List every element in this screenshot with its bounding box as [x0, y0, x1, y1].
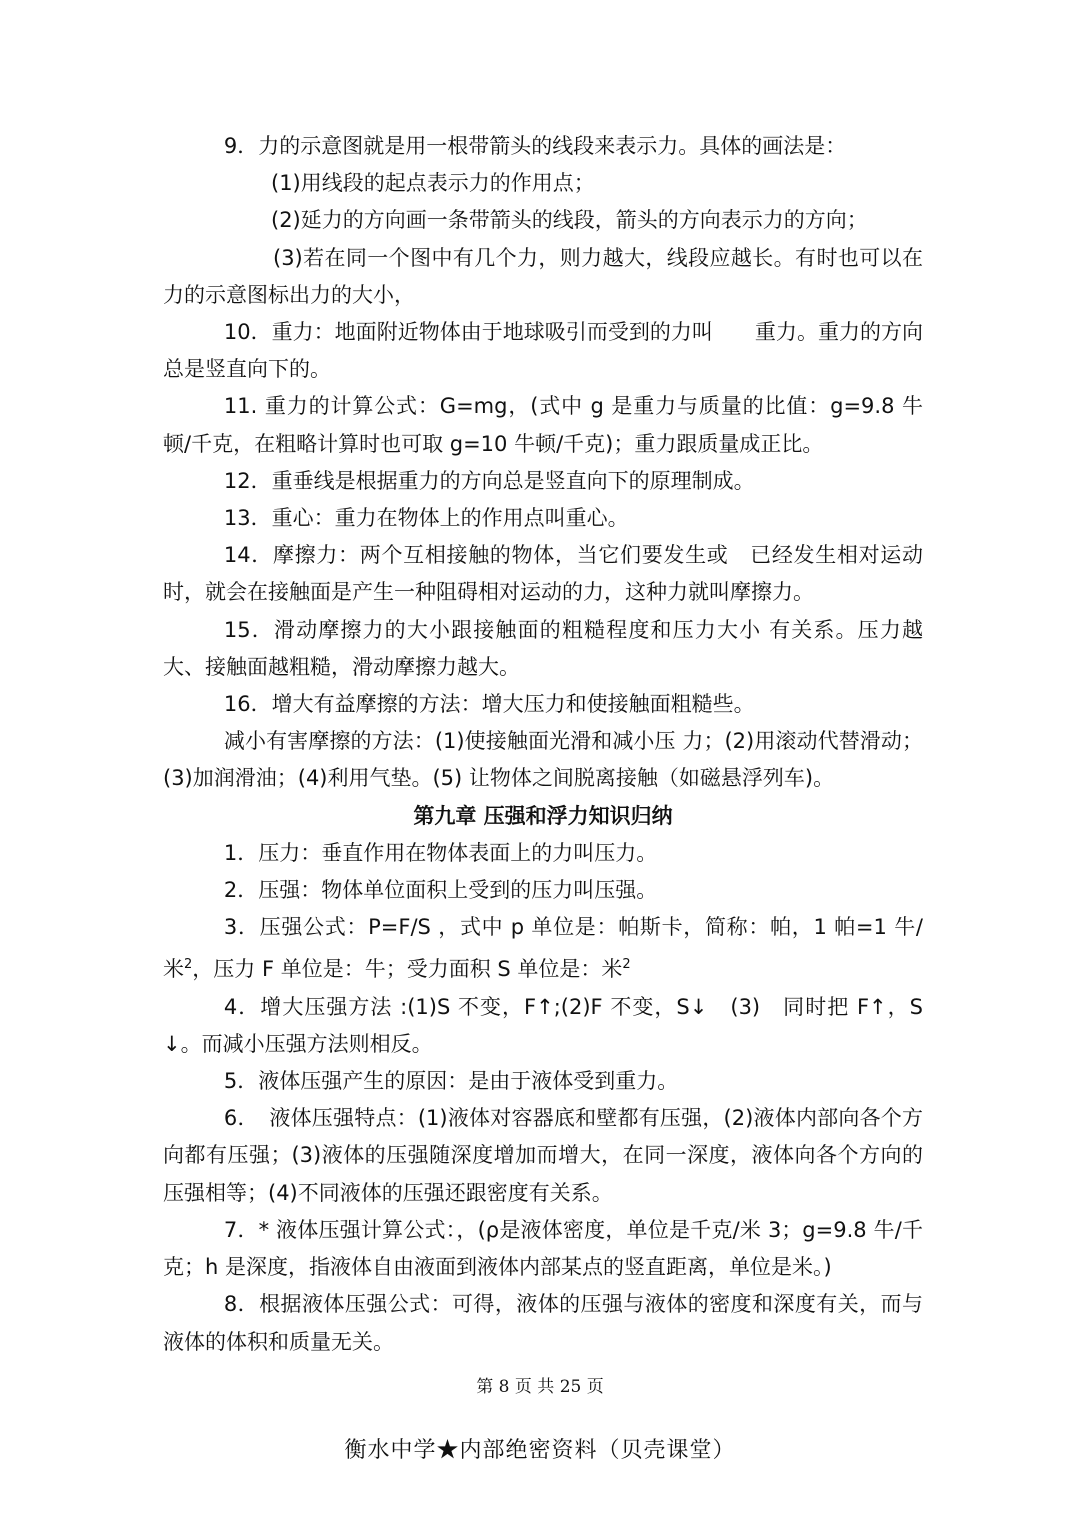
item-14: 14．摩擦力：两个互相接触的物体，当它们要发生或 已经发生相对运动时，就会在接触面是产生一种阻碍相对运动的力，这种力就叫摩擦力。 [163, 543, 923, 605]
chapter-item-3-part-a: 3．压强公式：P=F/S ，式中 p 单位是：帕斯卡，简称：帕，1 帕=1 牛/米 [163, 915, 923, 982]
chapter-item-6: 6． 液体压强特点：(1)液体对容器底和壁都有压强，(2)液体内部向各个方向都有压强；(3)液体的压强随深度增加而增大，在同一深度，液体向各个方向的压强相等；(4)不同液体的压强还跟密度有关系。 [163, 1106, 923, 1205]
chapter-item-3 [163, 909, 923, 988]
superscript-2: 2 [184, 957, 193, 973]
item-9: 9．力的示意图就是用一根带箭头的线段来表示力。具体的画法是： [223, 134, 847, 158]
item-16: 16．增大有益摩擦的方法：增大压力和使接触面粗糙些。 [223, 692, 755, 717]
page-number: 第 8 页 共 25 页 [476, 1377, 604, 1397]
item-15: 15．滑动摩擦力的大小跟接触面的粗糙程度和压力大小 有关系。压力越大、接触面越粗糙，滑动摩擦力越大。 [163, 617, 923, 679]
item-9-sub-2: (2)延力的方向画一条带箭头的线段，箭头的方向表示力的方向； [271, 208, 868, 233]
chapter-item-3-part-b: ，压力 F 单位是：牛；受力面积 S 单位是：米 [192, 957, 623, 982]
item-9-sub-3: (3)若在同一个图中有几个力，则力越大，线段应越长。有时也可以在力的示意图标出力的大小， [163, 245, 923, 307]
chapter-item-1: 1．压力：垂直作用在物体表面上的力叫压力。 [223, 840, 658, 865]
chapter-title: 第九章 压强和浮力知识归纳 [413, 803, 673, 828]
chapter-item-7: 7．* 液体压强计算公式：，(ρ是液体密度，单位是千克/米 3；g=9.8 牛/千克；h 是深度，指液体自由液面到液体内部某点的竖直距离，单位是米。) [163, 1217, 923, 1280]
item-11: 11. 重力的计算公式：G=mg，(式中 g 是重力与质量的比值：g=9.8 牛顿/千克，在粗略计算时也可取 g=10 牛顿/千克)；重力跟质量成正比。 [163, 394, 923, 456]
chapter-item-8: 8．根据液体压强公式：可得，液体的压强与液体的密度和深度有关，而与液体的体积和质量无关。 [163, 1292, 923, 1354]
item-13: 13．重心：重力在物体上的作用点叫重心。 [223, 506, 629, 531]
item-10: 10．重力：地面附近物体由于地球吸引而受到的力叫 重力。重力的方向总是竖直向下的。 [163, 320, 923, 382]
item-9-sub-1: (1)用线段的起点表示力的作用点； [271, 171, 595, 196]
footer-watermark: 衡水中学★内部绝密资料（贝壳课堂） [344, 1438, 736, 1463]
chapter-item-5: 5．液体压强产生的原因：是由于液体受到重力。 [223, 1069, 679, 1094]
item-12: 12．重垂线是根据重力的方向总是竖直向下的原理制成。 [223, 468, 755, 493]
superscript-2: 2 [622, 957, 631, 973]
chapter-item-2: 2．压强：物体单位面积上受到的压力叫压强。 [223, 878, 658, 903]
chapter-item-4: 4．增大压强方法 :(1)S 不变，F↑;(2)F 不变，S↓ (3) 同时把 F↑，S↓。而减小压强方法则相反。 [163, 994, 923, 1056]
document-body [163, 128, 923, 1361]
item-16-reduce: 减小有害摩擦的方法：(1)使接触面光滑和减小压 力；(2)用滚动代替滑动；(3)加润滑油；(4)利用气垫。(5) 让物体之间脱离接触（如磁悬浮列车)。 [163, 729, 923, 791]
